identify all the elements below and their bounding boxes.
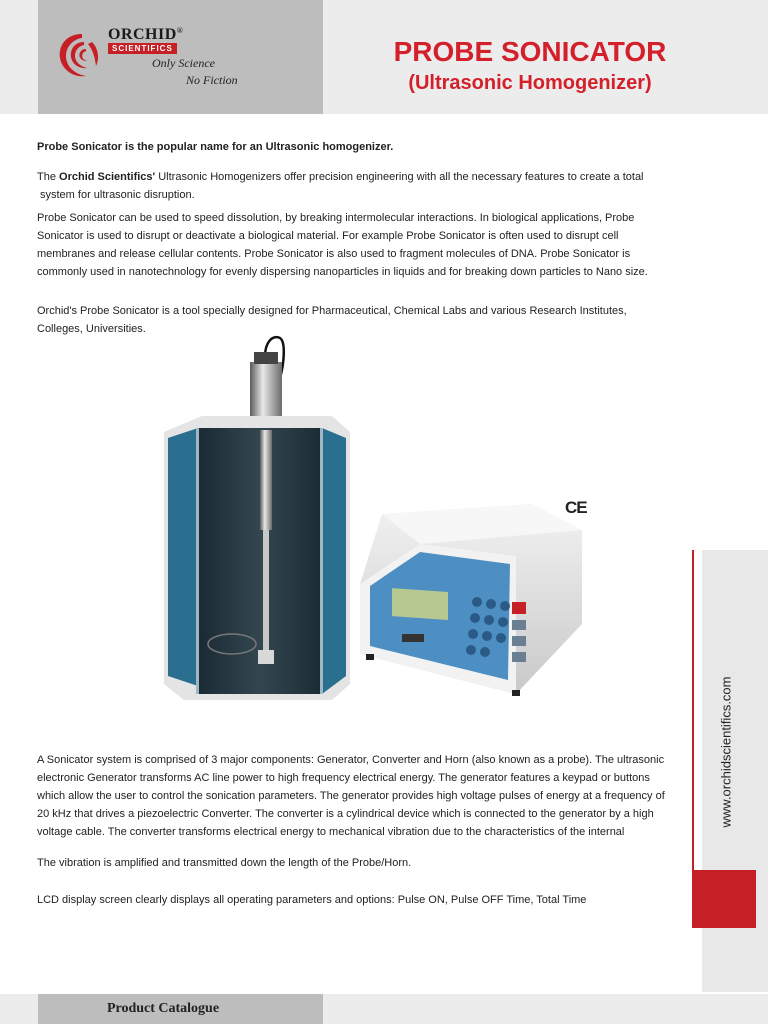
paragraph-vibration: The vibration is amplified and transmitted down the length of the Probe/Horn.: [37, 857, 412, 869]
paragraph-applications: Probe Sonicator can be used to speed dissolution, by breaking intermolecular interactions. In biological applications, Probe Sonicator is used to disrupt or deactivate a biological material. For example Probe Sonicator is often used to disrupt cell membranes and release cellular contents. Probe Sonicator is also used to fragment molecules of DNA. Probe Sonicator is commonly used in nanotechnology for evenly dispersing nanoparticles in liquids and for breaking down particles to Nano size.: [37, 212, 648, 278]
tagline-line-2: No Fiction: [186, 73, 238, 87]
brand-name: ORCHID®: [108, 26, 184, 43]
footer-label: Product Catalogue: [106, 1001, 220, 1016]
product-image: [162, 334, 592, 704]
paragraph-orchid: The Orchid Scientifics' Ultrasonic Homogenizers offer precision engineering with all the necessary features to create a total system for ultrasonic disruption.: [37, 171, 644, 201]
website-link[interactable]: www.orchidscientifics.com: [718, 676, 734, 828]
side-red-block: [692, 870, 756, 928]
orchid-logo-icon: [52, 28, 112, 84]
page-subtitle: (Ultrasonic Homogenizer): [408, 72, 652, 94]
brand-sub: SCIENTIFICS: [108, 43, 177, 54]
ce-mark: CE: [565, 498, 587, 517]
paragraph-lcd: LCD display screen clearly displays all operating parameters and options: Pulse ON, Pulse OFF Time, Total Time: [37, 894, 587, 906]
intro-text: Probe Sonicator is the popular name for an Ultrasonic homogenizer.: [37, 141, 394, 153]
page-title: PROBE SONICATOR: [393, 36, 667, 67]
paragraph-users: Orchid's Probe Sonicator is a tool specially designed for Pharmaceutical, Chemical Labs and various Research Institutes, Colleges, Universities.: [37, 305, 627, 335]
paragraph-components: A Sonicator system is comprised of 3 major components: Generator, Converter and Horn (also known as a probe). The ultrasonic electronic Generator transforms AC line power to high frequency electrical energy. The generator features a keypad or buttons which allow the user to control the sonication parameters. The generator provides high voltage pulses of energy at a frequency of 20 kHz that drives a piezoelectric Converter. The converter is a cylindrical device which is connected to the generator by a high voltage cable. The converter transforms electrical energy to mechanical vibration due to the characteristics of the internal: [37, 754, 665, 838]
tagline-line-1: Only Science: [152, 56, 215, 70]
